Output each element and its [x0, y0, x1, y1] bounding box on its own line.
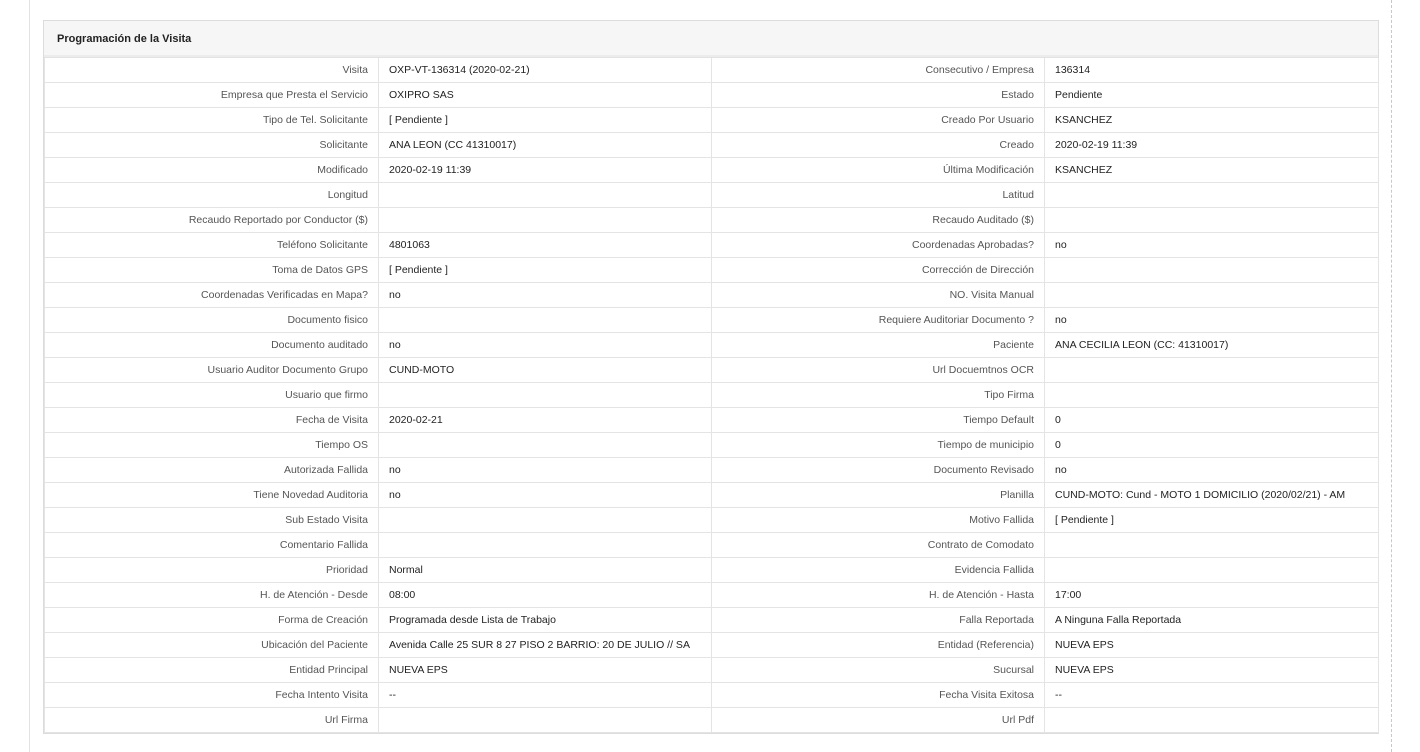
field-label: Url Firma	[45, 708, 379, 733]
field-label: Estado	[712, 83, 1045, 108]
table-row	[45, 183, 1379, 208]
table-row	[45, 108, 1379, 133]
field-label: Tiempo Default	[712, 408, 1045, 433]
field-label: Creado Por Usuario	[712, 108, 1045, 133]
field-value: ANA CECILIA LEON (CC: 41310017)	[1045, 333, 1379, 358]
field-value	[1045, 708, 1379, 733]
field-value	[1045, 558, 1379, 583]
field-label: Corrección de Dirección	[712, 258, 1045, 283]
field-label: Paciente	[712, 333, 1045, 358]
field-label: Documento fisico	[45, 308, 379, 333]
field-label: Coordenadas Verificadas en Mapa?	[45, 283, 379, 308]
field-value	[379, 508, 712, 533]
field-value	[379, 708, 712, 733]
field-value: KSANCHEZ	[1045, 158, 1379, 183]
field-value	[1045, 208, 1379, 233]
field-value: [ Pendiente ]	[379, 108, 712, 133]
field-value	[379, 208, 712, 233]
field-label: Documento Revisado	[712, 458, 1045, 483]
field-label: Fecha de Visita	[45, 408, 379, 433]
field-label: Comentario Fallida	[45, 533, 379, 558]
field-label: Fecha Visita Exitosa	[712, 683, 1045, 708]
field-label: Modificado	[45, 158, 379, 183]
field-value	[1045, 533, 1379, 558]
table-row	[45, 458, 1379, 483]
field-value: OXP-VT-136314 (2020-02-21)	[379, 58, 712, 83]
field-label: Empresa que Presta el Servicio	[45, 83, 379, 108]
field-value: [ Pendiente ]	[379, 258, 712, 283]
table-row	[45, 383, 1379, 408]
field-value: 17:00	[1045, 583, 1379, 608]
field-value: no	[1045, 458, 1379, 483]
field-value: NUEVA EPS	[1045, 633, 1379, 658]
field-label: Entidad (Referencia)	[712, 633, 1045, 658]
field-label: Url Docuemtnos OCR	[712, 358, 1045, 383]
field-label: Sub Estado Visita	[45, 508, 379, 533]
field-value: no	[1045, 233, 1379, 258]
field-value	[379, 533, 712, 558]
page-right-dashed-border	[1391, 0, 1392, 752]
field-value	[379, 383, 712, 408]
table-row	[45, 258, 1379, 283]
field-label: H. de Atención - Hasta	[712, 583, 1045, 608]
field-value: Avenida Calle 25 SUR 8 27 PISO 2 BARRIO: 20 DE JULIO // SA	[379, 633, 712, 658]
field-value	[1045, 383, 1379, 408]
table-row	[45, 633, 1379, 658]
field-label: Url Pdf	[712, 708, 1045, 733]
table-row	[45, 308, 1379, 333]
field-label: Recaudo Auditado ($)	[712, 208, 1045, 233]
field-value: 08:00	[379, 583, 712, 608]
field-value: ANA LEON (CC 41310017)	[379, 133, 712, 158]
table-row	[45, 658, 1379, 683]
field-label: Teléfono Solicitante	[45, 233, 379, 258]
table-row	[45, 58, 1379, 83]
field-value	[379, 308, 712, 333]
field-value: 0	[1045, 433, 1379, 458]
field-value: no	[379, 458, 712, 483]
field-value: no	[1045, 308, 1379, 333]
table-row	[45, 533, 1379, 558]
field-value: Programada desde Lista de Trabajo	[379, 608, 712, 633]
table-row	[45, 433, 1379, 458]
field-label: Usuario que firmo	[45, 383, 379, 408]
field-label: Prioridad	[45, 558, 379, 583]
field-label: Ubicación del Paciente	[45, 633, 379, 658]
table-row	[45, 133, 1379, 158]
table-row	[45, 158, 1379, 183]
table-row	[45, 483, 1379, 508]
table-row	[45, 608, 1379, 633]
table-row	[45, 233, 1379, 258]
field-label: Usuario Auditor Documento Grupo	[45, 358, 379, 383]
table-row	[45, 408, 1379, 433]
field-label: Entidad Principal	[45, 658, 379, 683]
field-value: NUEVA EPS	[379, 658, 712, 683]
field-value: --	[379, 683, 712, 708]
field-value: KSANCHEZ	[1045, 108, 1379, 133]
field-label: Longitud	[45, 183, 379, 208]
field-value: CUND-MOTO	[379, 358, 712, 383]
field-label: Falla Reportada	[712, 608, 1045, 633]
field-value: OXIPRO SAS	[379, 83, 712, 108]
table-row	[45, 683, 1379, 708]
field-label: Creado	[712, 133, 1045, 158]
panel-title: Programación de la Visita	[44, 21, 1378, 58]
field-label: Toma de Datos GPS	[45, 258, 379, 283]
field-value: 0	[1045, 408, 1379, 433]
field-label: Evidencia Fallida	[712, 558, 1045, 583]
field-value	[1045, 358, 1379, 383]
field-label: Forma de Creación	[45, 608, 379, 633]
field-value	[1045, 258, 1379, 283]
table-row	[45, 583, 1379, 608]
field-label: Tipo Firma	[712, 383, 1045, 408]
field-label: H. de Atención - Desde	[45, 583, 379, 608]
field-label: Fecha Intento Visita	[45, 683, 379, 708]
table-row	[45, 208, 1379, 233]
field-label: NO. Visita Manual	[712, 283, 1045, 308]
field-value: [ Pendiente ]	[1045, 508, 1379, 533]
field-value: NUEVA EPS	[1045, 658, 1379, 683]
field-label: Tiempo de municipio	[712, 433, 1045, 458]
page-left-border	[29, 0, 30, 752]
field-value: Pendiente	[1045, 83, 1379, 108]
field-label: Sucursal	[712, 658, 1045, 683]
field-label: Planilla	[712, 483, 1045, 508]
field-label: Última Modificación	[712, 158, 1045, 183]
field-label: Documento auditado	[45, 333, 379, 358]
field-value: 2020-02-19 11:39	[1045, 133, 1379, 158]
field-label: Recaudo Reportado por Conductor ($)	[45, 208, 379, 233]
table-row	[45, 358, 1379, 383]
field-value: A Ninguna Falla Reportada	[1045, 608, 1379, 633]
field-value	[1045, 183, 1379, 208]
field-value	[379, 183, 712, 208]
field-value: CUND-MOTO: Cund - MOTO 1 DOMICILIO (2020/02/21) - AM	[1045, 483, 1379, 508]
table-row	[45, 283, 1379, 308]
field-value: 2020-02-19 11:39	[379, 158, 712, 183]
field-value: 136314	[1045, 58, 1379, 83]
field-value: 2020-02-21	[379, 408, 712, 433]
field-value: no	[379, 333, 712, 358]
field-label: Requiere Auditoriar Documento ?	[712, 308, 1045, 333]
table-row	[45, 83, 1379, 108]
field-label: Tipo de Tel. Solicitante	[45, 108, 379, 133]
field-label: Consecutivo / Empresa	[712, 58, 1045, 83]
field-label: Tiene Novedad Auditoria	[45, 483, 379, 508]
visit-details-table	[44, 58, 1379, 733]
field-label: Autorizada Fallida	[45, 458, 379, 483]
table-row	[45, 558, 1379, 583]
field-label: Tiempo OS	[45, 433, 379, 458]
field-label: Solicitante	[45, 133, 379, 158]
field-label: Visita	[45, 58, 379, 83]
field-label: Contrato de Comodato	[712, 533, 1045, 558]
visit-schedule-panel	[43, 20, 1379, 734]
field-label: Latitud	[712, 183, 1045, 208]
table-row	[45, 508, 1379, 533]
field-value	[1045, 283, 1379, 308]
table-row	[45, 333, 1379, 358]
field-value: no	[379, 283, 712, 308]
field-value: 4801063	[379, 233, 712, 258]
visit-details-body	[45, 58, 1379, 733]
field-value	[379, 433, 712, 458]
field-value: no	[379, 483, 712, 508]
field-value: --	[1045, 683, 1379, 708]
table-row	[45, 708, 1379, 733]
field-label: Motivo Fallida	[712, 508, 1045, 533]
field-value: Normal	[379, 558, 712, 583]
field-label: Coordenadas Aprobadas?	[712, 233, 1045, 258]
